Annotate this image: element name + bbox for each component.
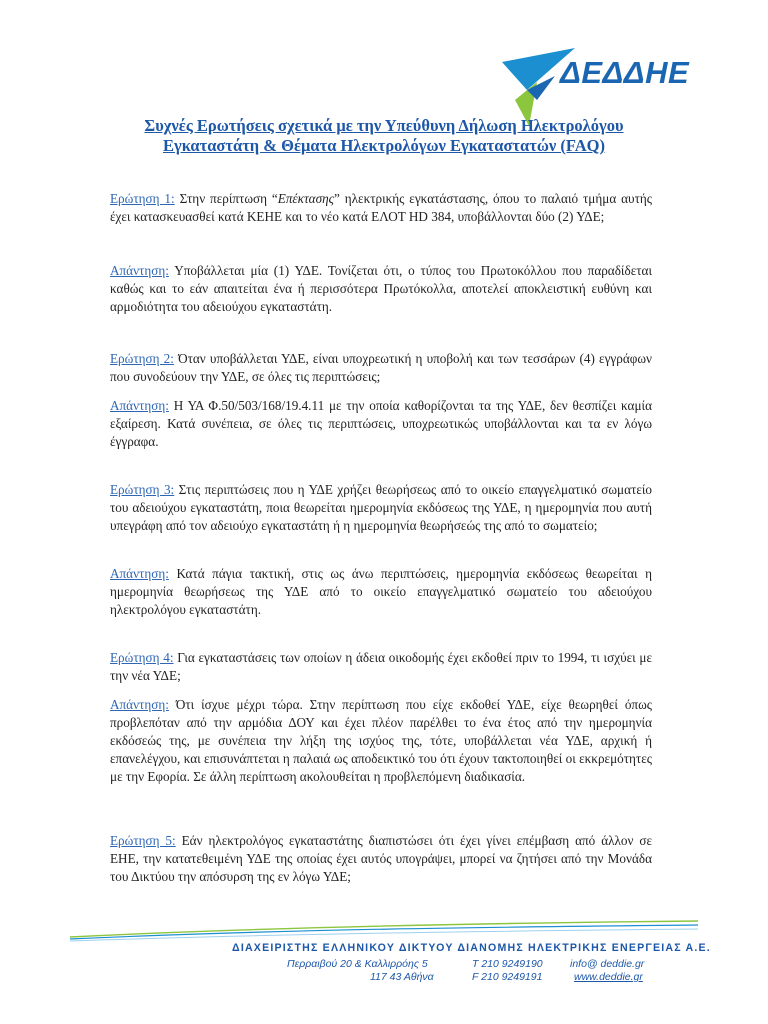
footer-organization: ΔΙΑΧΕΙΡΙΣΤΗΣ ΕΛΛΗΝΙΚΟΥ ΔΙΚΤΥΟΥ ΔΙΑΝΟΜΗΣ ΗΛΕΚΤΡΙΚΗΣ ΕΝΕΡΓΕΙΑΣ Α.Ε. — [232, 942, 711, 954]
footer-wave-lines — [70, 915, 698, 945]
footer-address-line-2: 117 43 Αθήνα — [370, 971, 434, 983]
answer-text: Κατά πάγια τακτική, στις ως άνω περιπτώσεις, ημερομηνία εκδόσεως θεωρείται η ημερομηνία θεωρήσεως της ΥΔΕ από το οικείο επαγγελματικό σωματείο του αδειούχου ηλεκτρολόγου εγκαταστάτη. — [110, 566, 652, 617]
answer-text: Ότι ίσχυε μέχρι τώρα. Στην περίπτωση που είχε εκδοθεί ΥΔΕ, είχε θεωρηθεί όπως προβλεπόταν από την αρμόδια ΔΟΥ και έχει πλέον παρέλθει το ένα έτος από την ημερομηνία εκδόσεώς της, με συνέπεια την λήξη της ισχύος της, τότε, υποβάλλεται νέα ΥΔΕ, αρχική ή επανελέγχου, και επισυνάπτεται η παλαιά ως αποδεικτικό του ότι έχουν τακτοποιηθεί οι εκκρεμότητες με την Εφορία. Σε άλλη περίπτωση ακολουθείται η προβλεπόμενη διαδικασία. — [110, 697, 652, 784]
question-5 — [110, 832, 652, 886]
question-2 — [110, 350, 652, 386]
question-label: Ερώτηση 3: — [110, 482, 175, 497]
answer-label: Απάντηση: — [110, 263, 169, 278]
question-3 — [110, 481, 652, 535]
footer-address-line-1: Περραιβού 20 & Καλλιρρόης 5 — [287, 958, 428, 970]
answer-3 — [110, 565, 652, 619]
footer-website-link[interactable]: www.deddie.gr — [574, 971, 643, 983]
question-text: Όταν υποβάλλεται ΥΔΕ, είναι υποχρεωτική η υποβολή και των τεσσάρων (4) εγγράφων που συνοδεύουν την ΥΔΕ, σε όλες τις περιπτώσεις; — [110, 351, 652, 384]
question-label: Ερώτηση 5: — [110, 833, 176, 848]
title-line-1: Συχνές Ερωτήσεις σχετικά με την Υπεύθυνη Δήλωση Ηλεκτρολόγου — [144, 116, 624, 135]
answer-text: Υποβάλλεται μία (1) ΥΔΕ. Τονίζεται ότι, ο τύπος του Πρωτοκόλλου που παραδίδεται καθώς και το εάν απαιτείται ένα ή περισσότερα Πρωτόκολλα, αποτελεί αποκλειστική ευθύνη και αρμοδιότητα του αδειούχου εγκαταστάτη. — [110, 263, 652, 314]
question-text: Εάν ηλεκτρολόγος εγκαταστάτης διαπιστώσει ότι έχει γίνει επέμβαση από άλλον σε ΕΗΕ, την κατατεθειμένη ΥΔΕ της οποίας έχει αυτός υπογράψει, μπορεί να ζητήσει από την Μονάδα του Δικτύου την απόσυρση της εν λόγω ΥΔΕ; — [110, 833, 653, 884]
title-line-2: Εγκαταστάτη & Θέματα Ηλεκτρολόγων Εγκαταστατών (FAQ) — [162, 136, 606, 155]
answer-4 — [110, 696, 652, 786]
logo-text: ΔΕΔΔΗΕ — [560, 55, 690, 90]
question-text: Στις περιπτώσεις που η ΥΔΕ χρήζει θεωρήσεως από το οικείο επαγγελματικό σωματείο του αδειούχου εγκαταστάτη, ποια θεωρείται ημερομηνία εκδόσεως της ΥΔΕ, η ημερομηνία που αυτή υπεγράφη από τον αδειούχο εγκαταστάτη ή η ημερομηνία θεωρήσεώς της από το σωματείο; — [110, 482, 653, 533]
question-4 — [110, 649, 652, 685]
question-label: Ερώτηση 1: — [110, 191, 175, 206]
question-emphasis: Επέκτασης — [277, 191, 334, 206]
answer-label: Απάντηση: — [110, 566, 169, 581]
footer-fax: F 210 9249191 — [472, 971, 543, 983]
question-text-rest: ” ηλεκτρικής εγκατάστασης, όπου το παλαιό τμήμα αυτής έχει κατασκευασθεί κατά ΚΕΗΕ και το νέο κατά ΕΛΟΤ HD 384, υποβάλλονται δύο (2) ΥΔΕ; — [110, 191, 652, 224]
answer-1 — [110, 262, 652, 316]
footer-phone: T 210 9249190 — [472, 958, 543, 970]
question-text: Για εγκαταστάσεις των οποίων η άδεια οικοδομής έχει εκδοθεί πριν το 1994, τι ισχύει με την νέα ΥΔΕ; — [110, 650, 652, 683]
question-1 — [110, 190, 652, 226]
footer-email-link[interactable]: info@ deddie.gr — [570, 958, 645, 970]
question-label: Ερώτηση 2: — [110, 351, 174, 366]
answer-2 — [110, 397, 652, 451]
question-label: Ερώτηση 4: — [110, 650, 174, 665]
answer-text: Η ΥΑ Φ.50/503/168/19.4.11 με την οποία καθορίζονται τα της ΥΔΕ, δεν θεσπίζει καμία εξαίρεση. Κατά συνέπεια, σε όλες τις περιπτώσεις, υποχρεωτικώς υποβάλλονται και τα εν λόγω έγγραφα. — [110, 398, 652, 449]
answer-label: Απάντηση: — [110, 697, 169, 712]
answer-label: Απάντηση: — [110, 398, 169, 413]
question-text: Στην περίπτωση “ — [174, 191, 278, 206]
document-title — [100, 116, 668, 156]
